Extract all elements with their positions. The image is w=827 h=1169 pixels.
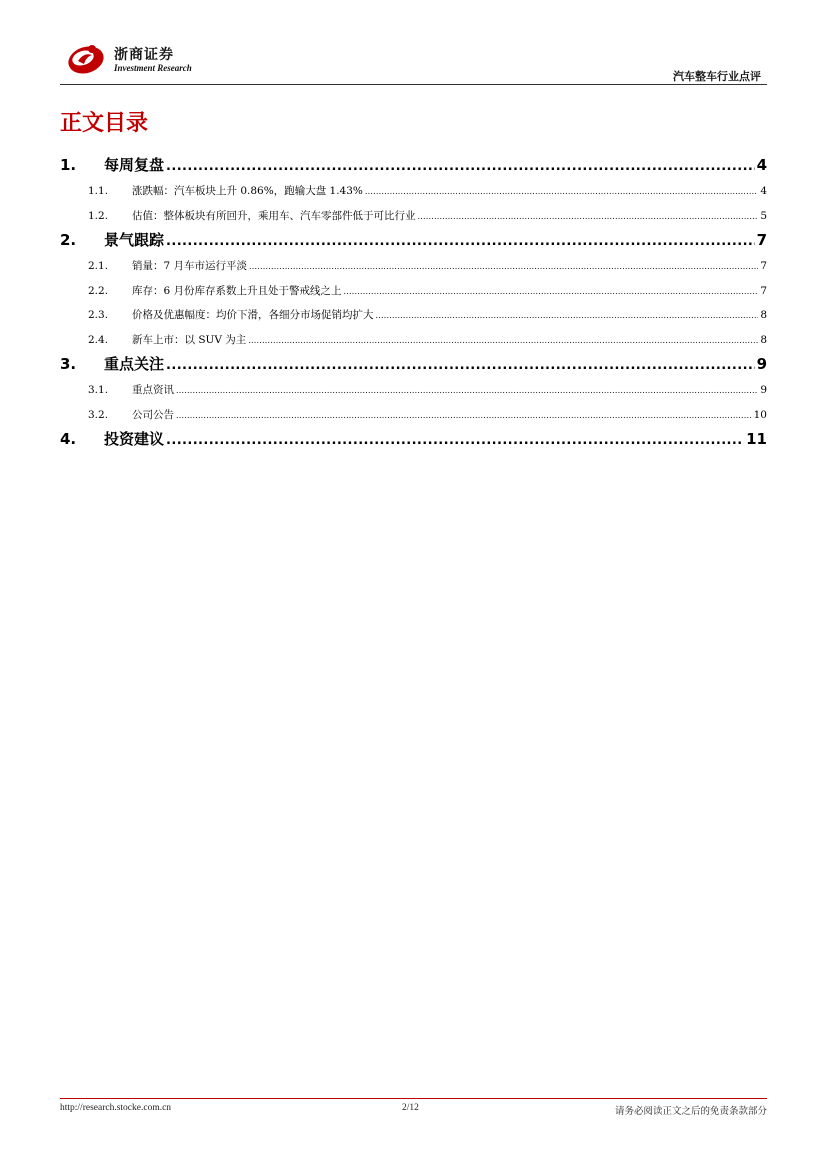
toc-leader-dots xyxy=(166,234,755,249)
toc-entry-label: 重点资讯 xyxy=(132,384,174,396)
brand-name-cn: 浙商证券 xyxy=(114,47,174,63)
toc-entry[interactable] xyxy=(60,278,767,303)
brand-name-en: Investment Research xyxy=(114,63,192,73)
toc-entry[interactable] xyxy=(60,402,767,427)
toc-leader-dots xyxy=(376,311,759,320)
toc-leader-dots xyxy=(365,187,758,196)
toc-entry-label: 价格及优惠幅度：均价下滑，各细分市场促销均扩大 xyxy=(132,309,374,321)
toc-entry-number: 3.2. xyxy=(88,408,109,421)
toc-entry-number: 2.2. xyxy=(88,284,109,297)
toc-entry-number: 1.2. xyxy=(88,209,109,222)
toc-entry-label: 销量：7 月车市运行平淡 xyxy=(132,260,248,272)
toc-entry[interactable] xyxy=(60,351,767,377)
toc-entry[interactable] xyxy=(60,377,767,402)
toc-entry-page: 9 xyxy=(760,384,767,396)
page-number: 2/12 xyxy=(402,1103,419,1113)
toc-entry-number: 3.1. xyxy=(88,384,109,396)
table-of-contents xyxy=(60,152,767,452)
toc-entry-page: 7 xyxy=(760,260,767,272)
toc-entry-label: 景气跟踪 xyxy=(104,231,165,249)
toc-entry-label: 涨跌幅：汽车板块上升 0.86%，跑输大盘 1.43% xyxy=(132,185,363,197)
toc-entry[interactable] xyxy=(60,327,767,352)
toc-entry-number: 2. xyxy=(60,231,77,249)
toc-leader-dots xyxy=(166,358,755,373)
toc-leader-dots xyxy=(344,287,759,296)
toc-entry-page: 11 xyxy=(746,430,767,448)
toc-entry-number: 1. xyxy=(60,156,77,174)
page-header xyxy=(60,38,767,88)
toc-leader-dots xyxy=(176,386,758,395)
toc-entry-label: 投资建议 xyxy=(104,430,165,448)
toc-leader-dots xyxy=(166,433,744,448)
toc-entry[interactable] xyxy=(60,152,767,178)
toc-entry-label: 库存：6 月份库存系数上升且处于警戒线之上 xyxy=(132,284,342,297)
toc-entry-number: 1.1. xyxy=(88,185,109,197)
report-type: 汽车整车行业点评 xyxy=(673,70,761,83)
toc-entry-page: 4 xyxy=(760,185,767,197)
toc-entry[interactable] xyxy=(60,253,767,278)
toc-entry-page: 8 xyxy=(760,333,767,346)
page-footer xyxy=(60,1103,767,1119)
toc-entry-number: 2.1. xyxy=(88,260,109,272)
toc-leader-dots xyxy=(176,411,752,420)
toc-entry-page: 4 xyxy=(756,156,767,174)
toc-entry-label: 公司公告 xyxy=(132,408,174,421)
toc-entry-number: 4. xyxy=(60,430,77,448)
toc-entry[interactable] xyxy=(60,178,767,203)
toc-entry-page: 10 xyxy=(753,408,767,421)
toc-entry[interactable] xyxy=(60,227,767,253)
toc-leader-dots xyxy=(248,336,758,345)
footer-url-link[interactable]: http://research.stocke.com.cn xyxy=(60,1103,172,1113)
toc-entry-label: 新车上市：以 SUV 为主 xyxy=(132,333,247,346)
toc-leader-dots xyxy=(418,212,759,221)
toc-entry-number: 3. xyxy=(60,355,77,373)
toc-title: 正文目录 xyxy=(60,111,149,136)
toc-entry-number: 2.4. xyxy=(88,333,109,346)
toc-entry-page: 8 xyxy=(760,309,767,321)
toc-entry[interactable] xyxy=(60,203,767,228)
toc-entry-page: 7 xyxy=(760,284,767,297)
toc-entry-page: 5 xyxy=(760,209,767,222)
toc-entry-page: 7 xyxy=(756,231,767,249)
brand-logo-icon xyxy=(66,40,106,76)
toc-entry[interactable] xyxy=(60,426,767,452)
toc-entry-label: 每周复盘 xyxy=(104,156,165,174)
toc-leader-dots xyxy=(166,159,755,174)
toc-entry-page: 9 xyxy=(756,355,767,373)
disclaimer-note: 请务必阅读正文之后的免责条款部分 xyxy=(614,1106,767,1117)
toc-entry-label: 估值：整体板块有所回升，乘用车、汽车零部件低于可比行业 xyxy=(132,209,416,222)
header-divider xyxy=(60,84,767,85)
toc-leader-dots xyxy=(249,262,758,271)
toc-entry-number: 2.3. xyxy=(88,309,109,321)
footer-divider xyxy=(60,1098,767,1099)
toc-entry-label: 重点关注 xyxy=(104,355,165,373)
toc-entry[interactable] xyxy=(60,302,767,327)
